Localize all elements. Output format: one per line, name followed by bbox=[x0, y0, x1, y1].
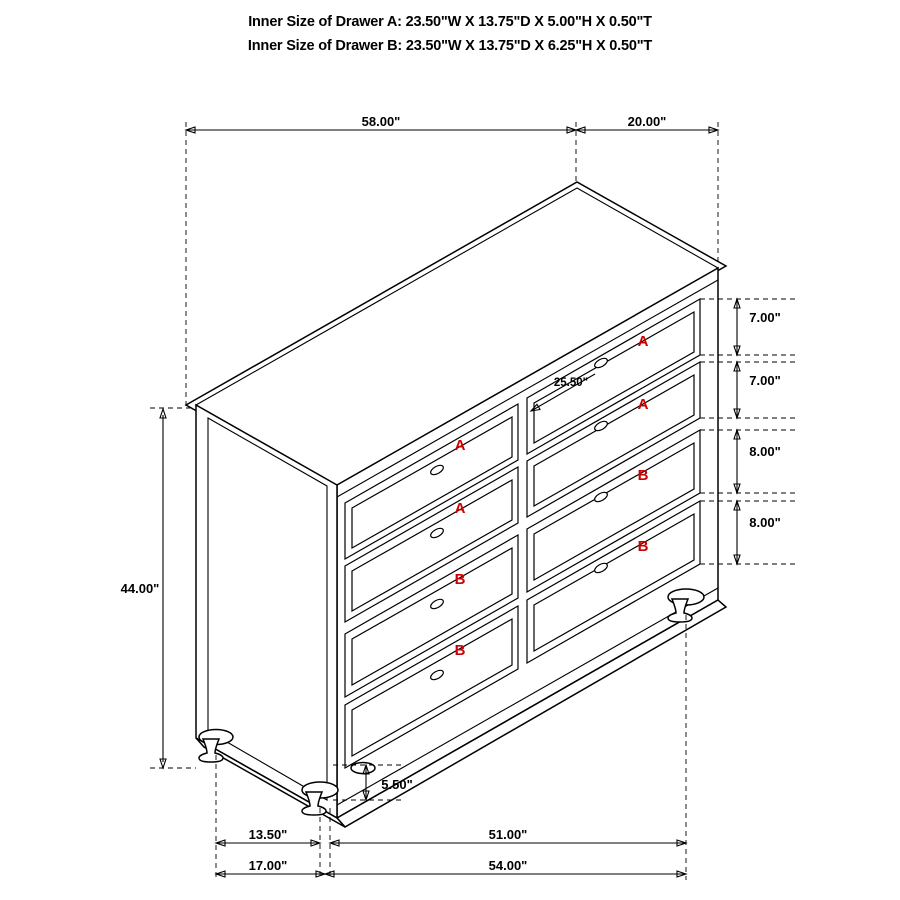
dim-foot-depth: 17.00" bbox=[248, 858, 288, 873]
dim-drawer-front-width: 25.50" bbox=[553, 377, 589, 389]
drawer-label-left-3: B bbox=[454, 571, 466, 588]
drawer-label-right-3: B bbox=[637, 467, 649, 484]
drawer-label-left-4: B bbox=[454, 642, 466, 659]
note-drawer-b: Inner Size of Drawer B: 23.50"W X 13.75"D X 6.25"H X 0.50"T bbox=[247, 38, 653, 54]
note-drawer-a: Inner Size of Drawer A: 23.50"W X 13.75"D X 5.00"H X 0.50"T bbox=[248, 14, 652, 30]
drawer-label-right-2: A bbox=[637, 396, 649, 413]
dim-base-depth: 13.50" bbox=[248, 827, 288, 842]
drawer-label-left-2: A bbox=[454, 500, 466, 517]
leg-rear-right bbox=[351, 763, 375, 774]
dim-row-4: 8.00" bbox=[749, 515, 781, 530]
dim-row-1: 7.00" bbox=[749, 310, 781, 325]
dim-overall-height: 44.00" bbox=[120, 581, 160, 596]
drawer-label-right-1: A bbox=[637, 333, 649, 350]
dim-row-2: 7.00" bbox=[749, 373, 781, 388]
dim-top-width: 58.00" bbox=[361, 114, 401, 129]
dim-row-3: 8.00" bbox=[749, 444, 781, 459]
height-dimension-group bbox=[121, 408, 196, 768]
drawer-label-left-1: A bbox=[454, 437, 466, 454]
dim-base-width: 51.00" bbox=[488, 827, 528, 842]
dim-top-depth: 20.00" bbox=[627, 114, 667, 129]
dim-foot-width: 54.00" bbox=[488, 858, 528, 873]
drawer-label-right-4: B bbox=[637, 538, 649, 555]
dim-leg-height: 5.50" bbox=[381, 777, 413, 792]
